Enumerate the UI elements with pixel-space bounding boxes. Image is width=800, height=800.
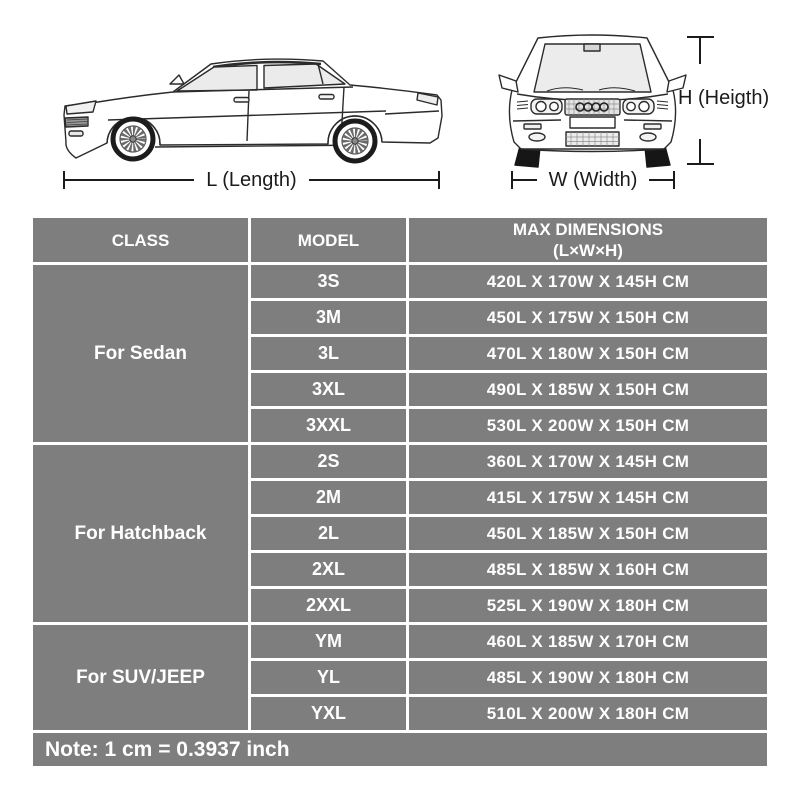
dimensions-cell: 420L X 170W X 145H CM [409, 265, 767, 298]
model-cell: 2L [251, 517, 406, 550]
dimensions-cell: 450L X 185W X 150H CM [409, 517, 767, 550]
model-cell: 2XXL [251, 589, 406, 622]
height-dimension-line [678, 36, 778, 166]
model-cell: YM [251, 625, 406, 658]
dimensions-cell: 485L X 185W X 160H CM [409, 553, 767, 586]
dimension-line-segment [699, 38, 701, 64]
model-cell: 3XXL [251, 409, 406, 442]
class-cell-suv-jeep: For SUV/JEEP [33, 625, 248, 730]
width-dimension-line [511, 170, 675, 190]
note-text: Note: 1 cm = 0.3937 inch [33, 733, 767, 766]
dimensions-cell: 460L X 185W X 170H CM [409, 625, 767, 658]
dimension-tick [673, 171, 675, 189]
model-cell: 3XL [251, 373, 406, 406]
model-cell: 2XL [251, 553, 406, 586]
table-row [33, 625, 767, 658]
dimensions-cell: 525L X 190W X 180H CM [409, 589, 767, 622]
table-row [33, 265, 767, 298]
dimensions-cell: 530L X 200W X 150H CM [409, 409, 767, 442]
dimension-line-segment [65, 179, 194, 181]
header-dimensions [409, 218, 767, 262]
dimensions-cell: 415L X 175W X 145H CM [409, 481, 767, 514]
dimension-tick [687, 163, 714, 165]
header-model: MODEL [251, 218, 406, 262]
dimensions-cell: 510L X 200W X 180H CM [409, 697, 767, 730]
model-cell: 3L [251, 337, 406, 370]
dimension-line-segment [309, 179, 438, 181]
table-header-row [33, 218, 767, 262]
model-cell: 2S [251, 445, 406, 478]
table-row [33, 445, 767, 478]
class-cell-sedan: For Sedan [33, 265, 248, 442]
model-cell: 3M [251, 301, 406, 334]
dimension-line-segment [699, 139, 701, 163]
length-label: L (Length) [206, 168, 297, 191]
dimension-line-segment [649, 179, 673, 181]
dimensions-cell: 450L X 175W X 150H CM [409, 301, 767, 334]
header-dimensions-line2: (L×W×H) [553, 241, 623, 260]
header-class: CLASS [33, 218, 248, 262]
model-cell: 3S [251, 265, 406, 298]
height-label: H (Heigth) [678, 87, 770, 109]
dimensions-cell: 470L X 180W X 150H CM [409, 337, 767, 370]
dimensions-cell: 485L X 190W X 180H CM [409, 661, 767, 694]
dimension-line-segment [513, 179, 537, 181]
table-note-row [33, 733, 767, 766]
sedan-side-view-icon [50, 14, 450, 174]
class-cell-hatchback: For Hatchback [33, 445, 248, 622]
dimension-tick [438, 171, 440, 189]
model-cell: 2M [251, 481, 406, 514]
model-cell: YXL [251, 697, 406, 730]
model-cell: YL [251, 661, 406, 694]
dimensions-cell: 360L X 170W X 145H CM [409, 445, 767, 478]
header-dimensions-line1: MAX DIMENSIONS [512, 220, 664, 239]
car-front-view-icon [495, 20, 690, 175]
width-label: W (Width) [548, 168, 638, 191]
length-dimension-line [63, 170, 440, 190]
dimensions-cell: 490L X 185W X 150H CM [409, 373, 767, 406]
size-table [30, 215, 770, 769]
